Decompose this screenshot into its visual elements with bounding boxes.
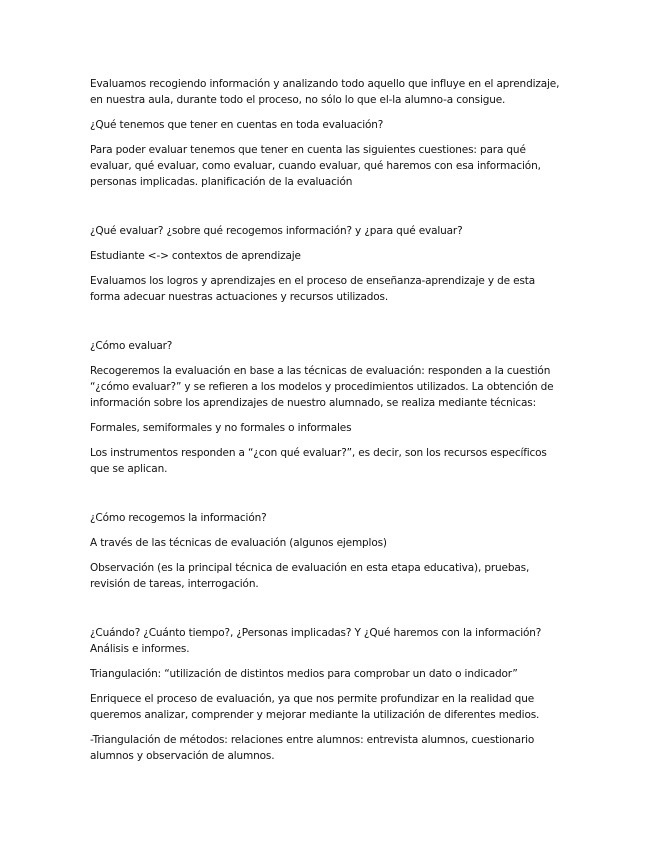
body-paragraph: Para poder evaluar tenemos que tener en cuenta las siguientes cuestiones: para qué evaluar, qué evaluar, como evaluar, cuando evaluar, qué haremos con esa información, personas implicadas. planificación de la evaluación [90,144,541,188]
question-heading: ¿Cómo evaluar? [90,340,173,352]
body-paragraph: Triangulación: “utilización de distintos medios para comprobar un dato o indicador” [90,668,518,680]
body-paragraph: Evaluamos los logros y aprendizajes en el proceso de enseñanza-aprendizaje y de esta forma adecuar nuestras actuaciones y recursos utilizados. [90,275,536,303]
document-page [90,76,568,764]
body-paragraph: Los instrumentos responden a “¿con qué evaluar?”, es decir, son los recursos específicos que se aplican. [90,447,547,475]
body-paragraph: Formales, semiformales y no formales o informales [90,422,352,434]
question-heading: ¿Qué evaluar? ¿sobre qué recogemos información? y ¿para qué evaluar? [90,225,463,237]
question-heading: ¿Cómo recogemos la información? [90,512,267,524]
body-paragraph: Recogeremos la evaluación en base a las técnicas de evaluación: responden a la cuestión “¿cómo evaluar?” y se refieren a los modelos y procedimientos utilizados. La obtención de información sobre los aprendizajes de nuestro alumnado, se realiza mediante técnicas: [90,365,554,409]
body-paragraph: Estudiante <-> contextos de aprendizaje [90,250,301,262]
body-paragraph: Enriquece el proceso de evaluación, ya que nos permite profundizar en la realidad que queremos analizar, comprender y mejorar mediante la utilización de diferentes medios. [90,693,540,721]
intro-paragraph: Evaluamos recogiendo información y analizando todo aquello que influye en el aprendizaje, en nuestra aula, durante todo el proceso, no sólo lo que el-la alumno-a consigue. [90,78,560,106]
question-heading: ¿Cuándo? ¿Cuánto tiempo?, ¿Personas implicadas? Y ¿Qué haremos con la información? Análisis e informes. [90,627,542,655]
body-paragraph: Observación (es la principal técnica de evaluación en esta etapa educativa), pruebas, revisión de tareas, interrogación. [90,562,530,590]
body-paragraph: A través de las técnicas de evaluación (algunos ejemplos) [90,537,387,549]
body-paragraph: -Triangulación de métodos: relaciones entre alumnos: entrevista alumnos, cuestionario alumnos y observación de alumnos. [90,734,535,762]
question-heading: ¿Qué tenemos que tener en cuentas en toda evaluación? [90,119,384,131]
